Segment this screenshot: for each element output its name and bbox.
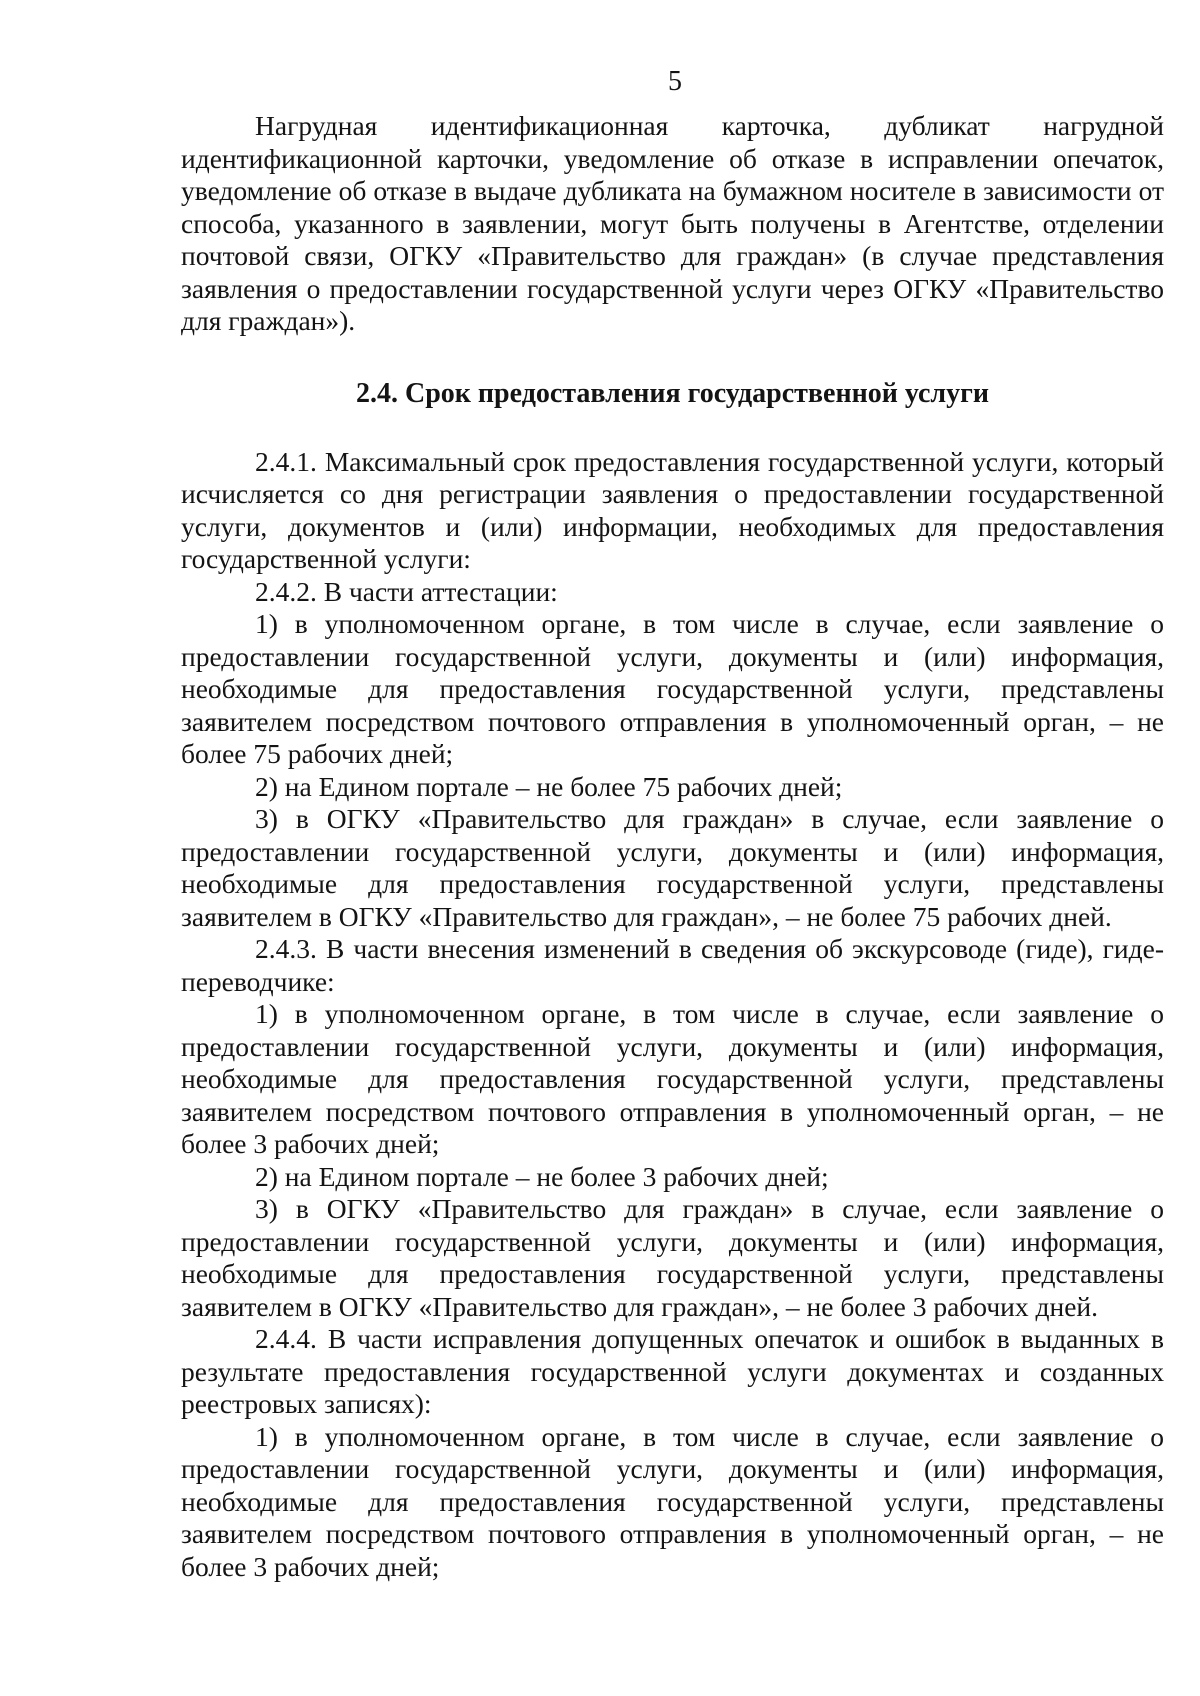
paragraph-2-4-2-item-1: 1) в уполномоченном органе, в том числе в случае, если заявление о предоставлении государственной услуги, документы и (или) информация, необходимые для предоставления государственной услуги, представлены заявителем посредством почтового отправления в уполномоченный орган, – не более 75 рабочих дней; [181, 608, 1164, 769]
paragraph-2-4-2-item-2: 2) на Едином портале – не более 75 рабочих дней; [255, 770, 843, 802]
paragraph-receipt-methods: Нагрудная идентификационная карточка, дубликат нагрудной идентификационной карточки, уведомление об отказе в исправлении опечаток, уведомление об отказе в выдаче дубликата на бумажном носителе в зависимости от способа, указанного в заявлении, могут быть получены в Агентстве, отделении почтовой связи, ОГКУ «Правительство для граждан» (в случае представления заявления о предоставлении государственной услуги через ОГКУ «Правительство для граждан»). [181, 110, 1164, 336]
page-number: 5 [668, 66, 682, 97]
paragraph-2-4-4-item-1: 1) в уполномоченном органе, в том числе в случае, если заявление о предоставлении государственной услуги, документы и (или) информация, необходимые для предоставления государственной услуги, представлены заявителем посредством почтового отправления в уполномоченный орган, – не более 3 рабочих дней; [181, 1420, 1164, 1582]
paragraph-2-4-3: 2.4.3. В части внесения изменений в сведения об экскурсоводе (гиде), гиде-переводчике: [181, 933, 1164, 997]
paragraph-2-4-2-item-3: 3) в ОГКУ «Правительство для граждан» в случае, если заявление о предоставлении государственной услуги, документы и (или) информация, необходимые для предоставления государственной услуги, представлены заявителем в ОГКУ «Правительство для граждан», – не более 75 рабочих дней. [181, 803, 1164, 932]
document-body [181, 110, 1164, 1583]
paragraph-2-4-1: 2.4.1. Максимальный срок предоставления государственной услуги, который исчисляется со дня регистрации заявления о предоставлении государственной услуги, документов и (или) информации, необходимых для предоставления государственной услуги: [181, 445, 1164, 574]
paragraph-2-4-4: 2.4.4. В части исправления допущенных опечаток и ошибок в выданных в результате предоставления государственной услуги документах и созданных реестровых записях): [181, 1323, 1164, 1419]
paragraph-2-4-2: 2.4.2. В части аттестации: [255, 575, 558, 607]
section-heading: 2.4. Срок предоставления государственной услуги [356, 377, 989, 409]
paragraph-2-4-3-item-1: 1) в уполномоченном органе, в том числе в случае, если заявление о предоставлении государственной услуги, документы и (или) информация, необходимые для предоставления государственной услуги, представлены заявителем посредством почтового отправления в уполномоченный орган, – не более 3 рабочих дней; [181, 998, 1164, 1159]
paragraph-2-4-3-item-2: 2) на Едином портале – не более 3 рабочих дней; [255, 1160, 829, 1192]
paragraph-2-4-3-item-3: 3) в ОГКУ «Правительство для граждан» в случае, если заявление о предоставлении государственной услуги, документы и (или) информация, необходимые для предоставления государственной услуги, представлены заявителем в ОГКУ «Правительство для граждан», – не более 3 рабочих дней. [181, 1193, 1164, 1322]
